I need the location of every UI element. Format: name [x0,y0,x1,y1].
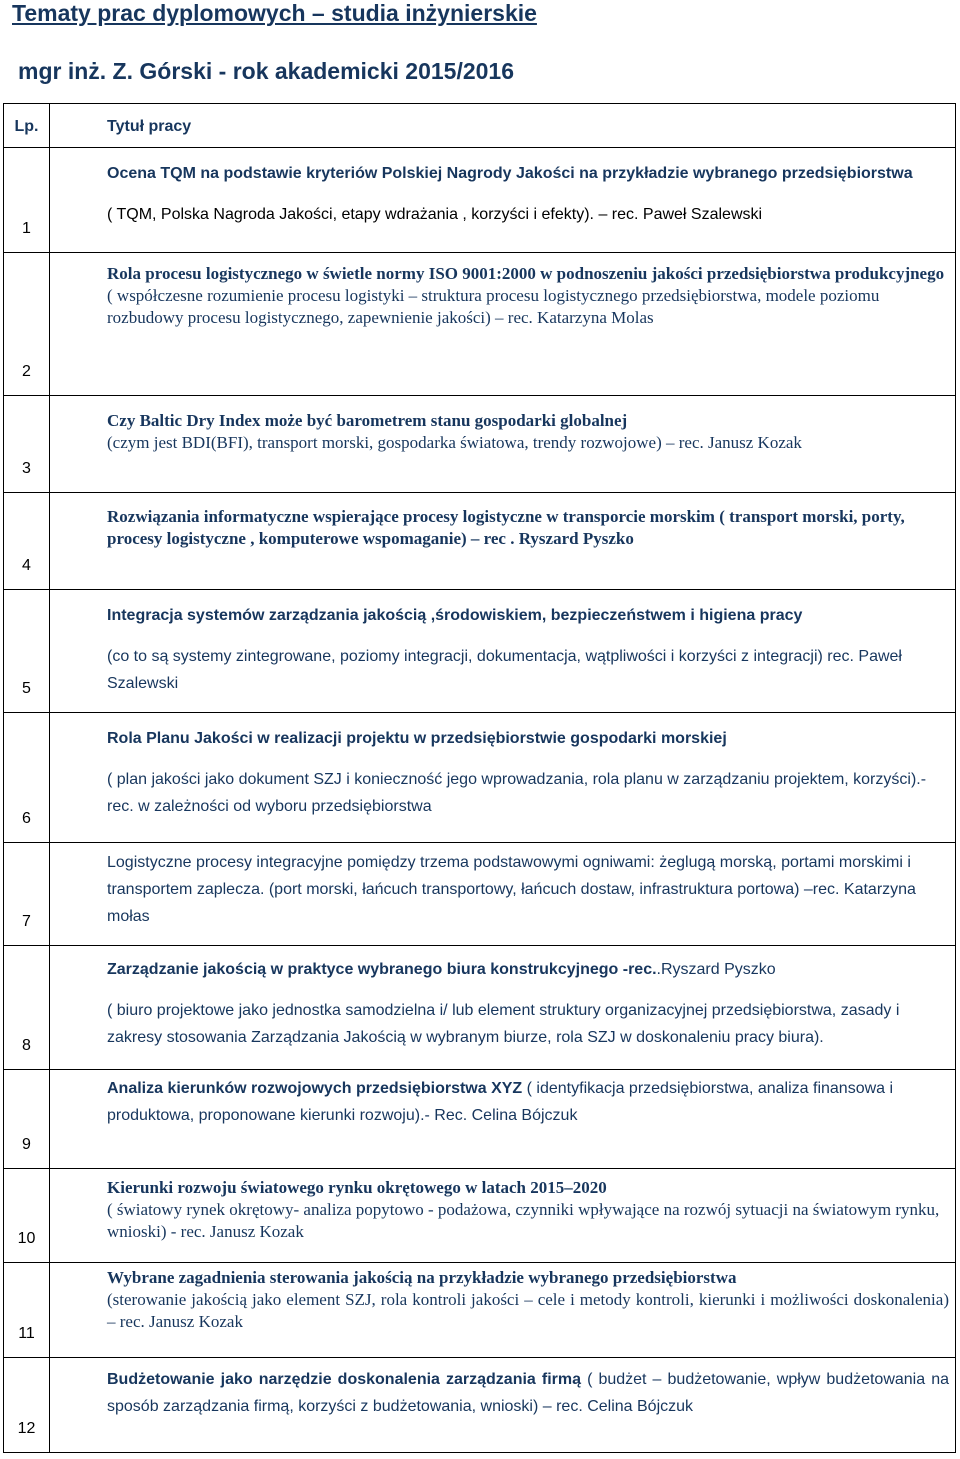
row-number: 3 [4,396,50,493]
topic-description: ( światowy rynek okrętowy- analiza popytowo - podażowa, czynniki wpływające na rozwój sytuacji na światowym rynku, wnioski) - rec. Janusz Kozak [107,1200,940,1241]
table-row [4,590,956,713]
topic-cell [50,946,956,1070]
topic-title: Rozwiązania informatyczne wspierające procesy logistyczne w transporcie morskim [107,507,715,526]
topic-cell [50,253,956,396]
topic-title: Wybrane zagadnienia sterowania jakością na przykładzie wybranego przedsiębiorstwa [107,1268,737,1287]
topic-title: Ocena TQM na podstawie kryteriów Polskiej Nagrody Jakości na przykładzie wybranego przedsiębiorstwa [107,165,913,182]
topic-description: ( identyfikacja przedsiębiorstwa, analiza finansowa i produktowa, proponowane kierunki rozwoju).- Rec. Celina Bójczuk [107,1080,894,1124]
topic-description: ( biuro projektowe jako jednostka samodzielna i/ lub element struktury organizacyjnej przedsiębiorstwa, zasady i zakresy stosowania Zarządzania Jakością w wybranym biurze, rola SZJ w doskonaleniu pracy biura). [107,1002,900,1046]
topic-reviewer: .Ryszard Pyszko [656,961,776,978]
document-subtitle: mgr inż. Z. Górski - rok akademicki 2015/2016 [18,58,515,84]
table-row [4,396,956,493]
topic-cell [50,1169,956,1263]
topic-cell [50,1263,956,1358]
row-number: 4 [4,493,50,590]
topic-cell [50,1358,956,1453]
topic-title: Rola procesu logistycznego w świetle normy ISO 9001:2000 w podnoszeniu jakości przedsiębiorstwa produkcyjnego [107,264,945,283]
table-row [4,946,956,1070]
topic-description: (co to są systemy zintegrowane, poziomy integracji, dokumentacja, wątpliwości i korzyści z integracji) rec. Paweł Szalewski [107,648,902,692]
topic-title: Analiza kierunków rozwojowych przedsiębiorstwa XYZ [107,1080,523,1097]
topic-description: ( budżet – budżetowanie, wpływ budżetowania na sposób zarządzania firmą, korzyści z budżetowania, wnioski) – rec. Celina Bójczuk [107,1371,950,1415]
topic-title: Zarządzanie jakością w praktyce wybranego biura konstrukcyjnego -rec. [107,961,657,978]
row-number: 10 [4,1169,50,1263]
topic-cell [50,148,956,253]
topic-title: Budżetowanie jako narzędzie doskonalenia zarządzania firmą [107,1371,581,1388]
row-number: 7 [4,843,50,946]
topic-description: Logistyczne procesy integracyjne pomiędzy trzema podstawowymi ogniwami: żeglugą morską, portami morskimi i transportem zaplecza. (port morski, łańcuch transportowy, łańcuch dostaw, infrastruktura portowa) –rec. Katarzyna mołas [107,854,916,925]
table-row [4,493,956,590]
topic-cell [50,713,956,843]
topic-title: Rola Planu Jakości w realizacji projektu w przedsiębiorstwie gospodarki morskiej [107,730,727,747]
row-number: 11 [4,1263,50,1358]
row-number: 2 [4,253,50,396]
table-row [4,253,956,396]
table-row [4,1358,956,1453]
topic-title: Czy Baltic Dry Index może być barometrem stanu gospodarki globalnej [107,411,628,430]
topic-title: Integracja systemów zarządzania jakością ,środowiskiem, bezpieczeństwem i higiena pracy [107,607,803,624]
table-header-row [4,104,956,148]
table-row [4,1169,956,1263]
document-title: Tematy prac dyplomowych – studia inżynierskie [12,0,537,26]
table-row [4,1070,956,1169]
topic-cell [50,396,956,493]
topic-cell [50,493,956,590]
table-row [4,148,956,253]
row-number: 5 [4,590,50,713]
table-row [4,1263,956,1358]
column-header-title: Tytuł pracy [50,104,956,148]
table-row [4,713,956,843]
topic-description: (sterowanie jakością jako element SZJ, rola kontroli jakości – cele i metody kontroli, kierunki i możliwości doskonalenia) – rec. Janusz Kozak [107,1290,949,1331]
topic-description: ( TQM, Polska Nagroda Jakości, etapy wdrażania , korzyści i efekty). – rec. Paweł Szalewski [107,206,763,223]
topic-cell [50,843,956,946]
topic-description: ( plan jakości jako dokument SZJ i konieczność jego wprowadzania, rola planu w zarządzaniu projektem, korzyści).- rec. w zależności od wyboru przedsiębiorstwa [107,771,927,815]
row-number: 12 [4,1358,50,1453]
topic-cell [50,590,956,713]
topic-description: (czym jest BDI(BFI), transport morski, gospodarka światowa, trendy rozwojowe) – rec. Janusz Kozak [107,433,802,452]
row-number: 9 [4,1070,50,1169]
row-number: 1 [4,148,50,253]
topic-title: Kierunki rozwoju światowego rynku okrętowego w latach 2015–2020 [107,1178,607,1197]
topic-description: ( transport morski, porty, procesy logistyczne , komputerowe wspomaganie) – rec . Ryszard Pyszko [107,507,905,548]
row-number: 8 [4,946,50,1070]
column-header-lp: Lp. [4,104,50,148]
row-number: 6 [4,713,50,843]
topics-table [3,103,956,1453]
table-row [4,843,956,946]
topic-description: ( współczesne rozumienie procesu logistyki – struktura procesu logistycznego przedsiębiorstwa, modele poziomu rozbudowy procesu logistycznego, zapewnienie jakości) – rec. Katarzyna Molas [107,286,880,327]
topic-cell [50,1070,956,1169]
